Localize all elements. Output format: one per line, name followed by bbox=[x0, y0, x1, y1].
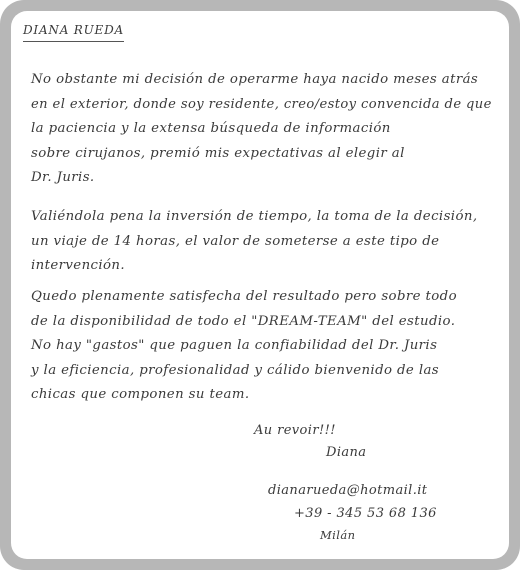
contact-city: Milán bbox=[320, 528, 356, 542]
paragraph-1 bbox=[31, 68, 493, 191]
paragraph-line: No hay "gastos" que paguen la confiabilidad del Dr. Juris bbox=[31, 338, 438, 353]
paragraph-line: No obstante mi decisión de operarme haya nacido meses atrás bbox=[31, 72, 479, 87]
paragraph-line: la paciencia y la extensa búsqueda de información bbox=[31, 121, 391, 136]
letter-header-name: DIANA RUEDA bbox=[23, 23, 124, 42]
closing-text: Au revoir!!! bbox=[254, 423, 336, 438]
paragraph-line: un viaje de 14 horas, el valor de someterse a este tipo de bbox=[31, 233, 440, 249]
handwritten-letter bbox=[11, 11, 509, 559]
paragraph-line: y la eficiencia, profesionalidad y cálido bienvenido de las bbox=[31, 362, 440, 378]
paragraph-2 bbox=[31, 205, 493, 279]
contact-phone: +39 - 345 53 68 136 bbox=[294, 506, 437, 521]
paragraph-line: sobre cirujanos, premió mis expectativas al elegir al bbox=[31, 145, 405, 161]
signature-name: Diana bbox=[326, 445, 367, 460]
paragraph-line: en el exterior, donde soy residente, creo/estoy convencida de que bbox=[31, 96, 492, 112]
paragraph-3 bbox=[31, 285, 493, 408]
contact-email: dianarueda@hotmail.it bbox=[268, 483, 428, 498]
paragraph-line: de la disponibilidad de todo el "DREAM-TEAM" del estudio. bbox=[31, 313, 456, 329]
paragraph-line: Valiéndola pena la inversión de tiempo, la toma de la decisión, bbox=[31, 209, 478, 224]
paragraph-line: intervención. bbox=[31, 258, 126, 273]
paragraph-line: Dr. Juris. bbox=[31, 170, 95, 185]
paragraph-line: Quedo plenamente satisfecha del resultado pero sobre todo bbox=[31, 289, 457, 304]
paragraph-line: chicas que componen su team. bbox=[31, 387, 250, 402]
